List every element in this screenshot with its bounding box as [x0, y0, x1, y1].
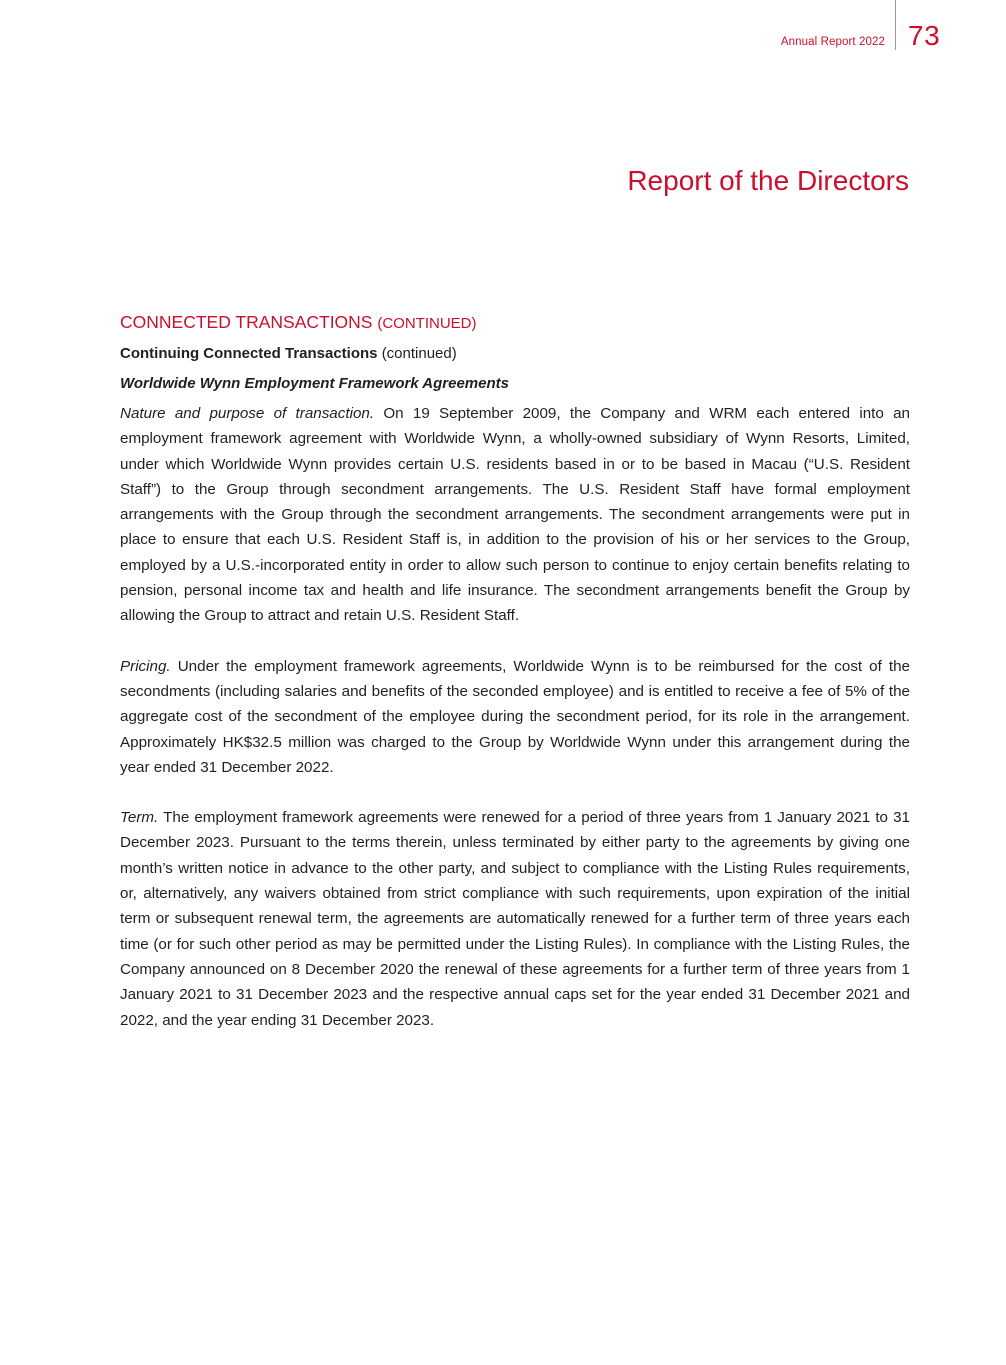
page-number: 73: [908, 20, 941, 51]
subheading-text: Continuing Connected Transactions: [120, 345, 378, 362]
page-header: [0, 0, 1006, 60]
paragraph-lead: Nature and purpose of transaction.: [120, 405, 375, 422]
subheading: [120, 342, 910, 366]
section-heading-text: CONNECTED TRANSACTIONS: [120, 312, 373, 332]
paragraph-body: The employment framework agreements were renewed for a period of three years from 1 January 2021 to 31 December 2023. Pursuant to the terms therein, unless terminated by either party to the agreements by giving one month’s written notice in advance to the other party, and subject to compliance with the Listing Rules requirements, or, alternatively, any waivers obtained from strict compliance with such requirements, upon expiration of the initial term or subsequent renewal term, the agreements are automatically renewed for a further term of three years each time (or for such other period as may be permitted under the Listing Rules). In compliance with the Listing Rules, the Company announced on 8 December 2020 the renewal of these agreements for a further term of three years from 1 January 2021 to 31 December 2023 and the respective annual caps set for the year ended 31 December 2021 and 2022, and the year ending 31 December 2023.: [120, 809, 910, 1029]
section-heading-suffix: (CONTINUED): [377, 315, 477, 332]
paragraph-body: On 19 September 2009, the Company and WRM each entered into an employment framework agreement with Worldwide Wynn, a wholly-owned subsidiary of Wynn Resorts, Limited, under which Worldwide Wynn provides certain U.S. residents based in or to be based in Macau (“U.S. Resident Staff”) to the Group through secondment arrangements. The U.S. Resident Staff have formal employment arrangements with the Group through the secondment arrangements. The secondment arrangements were put in place to ensure that each U.S. Resident Staff is, in addition to the provision of his or her services to the Group, employed by a U.S.-incorporated entity in order to allow such person to continue to enjoy certain benefits relating to pension, personal income tax and health and life insurance. The secondment arrangements benefit the Group by allowing the Group to attract and retain U.S. Resident Staff.: [120, 405, 910, 625]
paragraph-lead: Term.: [120, 809, 159, 827]
section-heading: [120, 310, 910, 336]
paragraph-lead: Pricing.: [120, 657, 171, 675]
paragraph-pricing: [120, 654, 910, 780]
subheading-suffix: (continued): [381, 345, 457, 362]
main-content: [120, 310, 910, 1033]
paragraph-term: [120, 805, 910, 1033]
page-title: Report of the Directors: [627, 165, 909, 196]
paragraph-body: Under the employment framework agreements, Worldwide Wynn is to be reimbursed for the cost of the secondments (including salaries and benefits of the seconded employee) and is entitled to receive a fee of 5% of the aggregate cost of the secondment of the employee during the secondment period, for its role in the arrangement. Approximately HK$32.5 million was charged to the Group by Worldwide Wynn under this arrangement during the year ended 31 December 2022.: [120, 657, 910, 776]
report-label: Annual Report 2022: [780, 36, 885, 48]
header-divider: [895, 0, 896, 50]
paragraph-nature-purpose: [120, 401, 910, 629]
sub-subheading: Worldwide Wynn Employment Framework Agreements: [120, 375, 509, 392]
